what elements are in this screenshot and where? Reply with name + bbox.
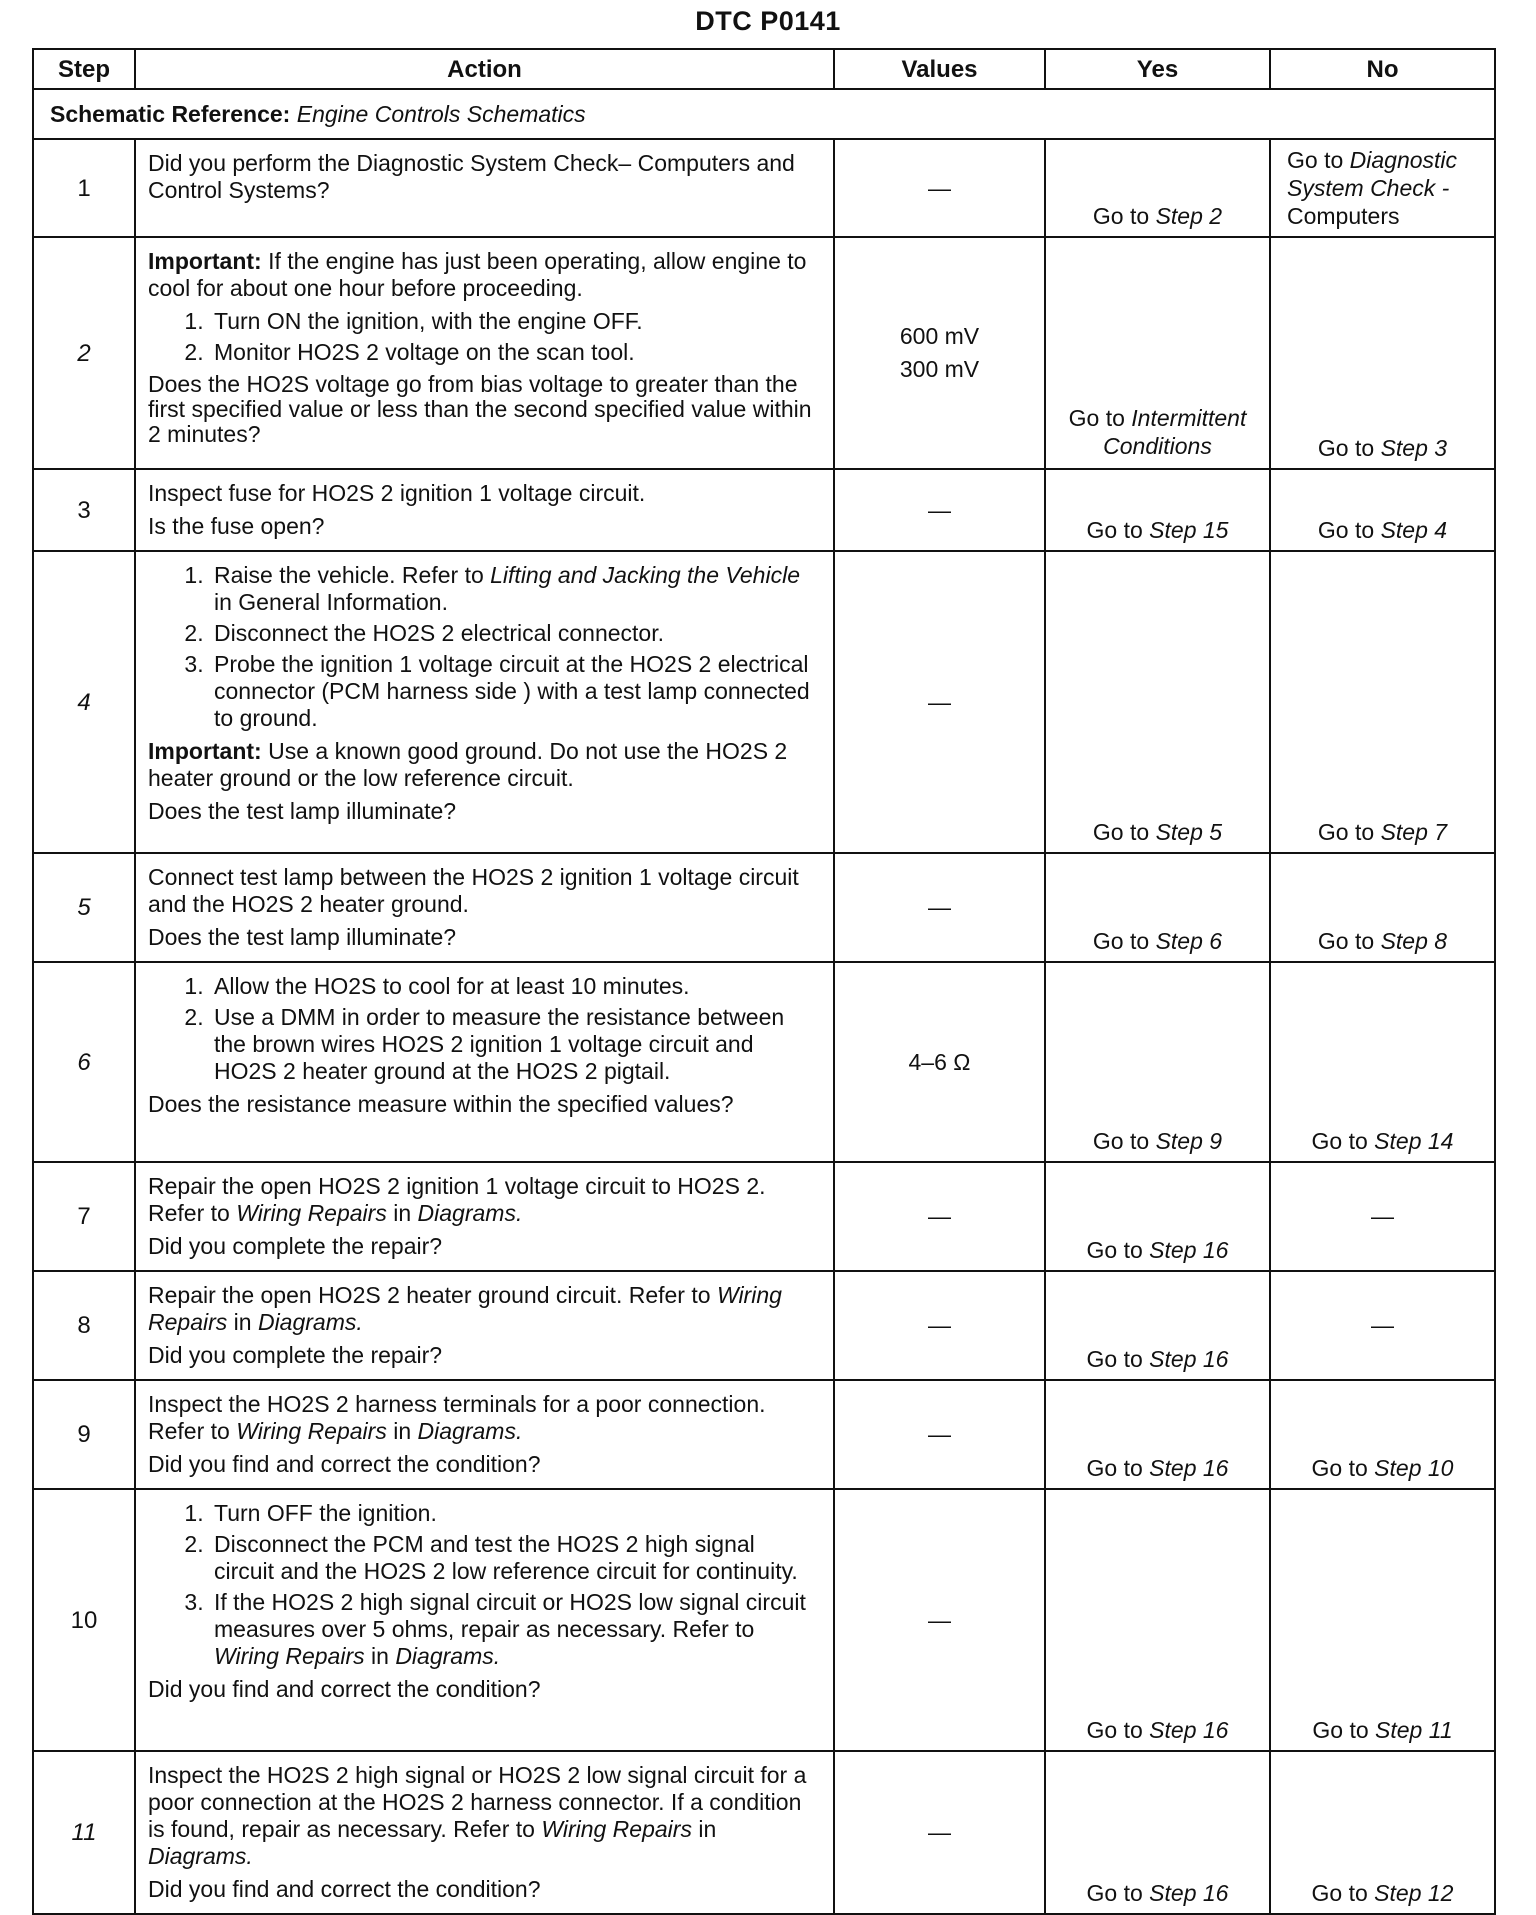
action-text-part: Repair the open HO2S 2 ignition 1 voltage circuit to HO2S 2. Refer to xyxy=(148,1173,766,1226)
values-cell xyxy=(834,1380,1045,1489)
yes-cell xyxy=(1045,1751,1270,1914)
list-item xyxy=(210,562,821,616)
no-dash: — xyxy=(1371,1203,1394,1229)
step-number: 3 xyxy=(33,469,135,551)
values-cell xyxy=(834,237,1045,469)
step-number: 8 xyxy=(33,1271,135,1380)
table-row xyxy=(33,139,1495,237)
values-cell xyxy=(834,139,1045,237)
value-dash: — xyxy=(928,688,951,715)
list-item: 1. Turn ON the ignition, with the engine OFF. xyxy=(210,308,821,335)
action-cell xyxy=(135,1271,834,1380)
page-title: DTC P0141 xyxy=(695,6,841,36)
item-reference: Lifting and Jacking the Vehicle xyxy=(490,562,800,588)
goto-text: Go to xyxy=(1317,819,1375,845)
no-target: Step 10 xyxy=(1374,1455,1454,1481)
no-target-tail: Computers xyxy=(1287,203,1400,229)
no-cell xyxy=(1270,1271,1495,1380)
action-reference: Wiring Repairs xyxy=(236,1200,387,1226)
yes-cell xyxy=(1045,1380,1270,1489)
action-text xyxy=(148,1762,821,1870)
values-cell xyxy=(834,1751,1045,1914)
table-row xyxy=(33,469,1495,551)
yes-target: Step 15 xyxy=(1149,517,1229,543)
value-dash: — xyxy=(928,496,951,523)
value-dash: — xyxy=(928,894,951,920)
goto-text: Go to xyxy=(1311,1128,1368,1154)
goto-text: Go to xyxy=(1092,928,1150,954)
important-note xyxy=(148,738,821,792)
header-action: Action xyxy=(135,49,834,89)
yes-target: Step 16 xyxy=(1149,1237,1229,1263)
table-row xyxy=(33,1751,1495,1914)
no-cell xyxy=(1270,551,1495,853)
header-step: Step xyxy=(33,49,135,89)
action-cell xyxy=(135,139,834,237)
goto-text: Go to xyxy=(1092,1128,1150,1154)
list-item xyxy=(210,1589,821,1670)
dtc-table xyxy=(32,48,1496,1915)
item-reference: Wiring Repairs xyxy=(214,1643,365,1669)
value-dash: — xyxy=(928,1203,951,1229)
value-dash: — xyxy=(928,1421,951,1447)
value-dash: — xyxy=(928,1819,951,1845)
yes-target: Step 16 xyxy=(1149,1717,1229,1743)
no-cell xyxy=(1270,237,1495,469)
action-reference: Wiring Repairs xyxy=(236,1418,387,1444)
value-dash: — xyxy=(928,1606,951,1633)
action-text: Connect test lamp between the HO2S 2 ignition 1 voltage circuit and the HO2S 2 heater ground. xyxy=(148,864,799,917)
yes-cell xyxy=(1045,853,1270,962)
action-text-part: in xyxy=(691,1816,717,1842)
yes-cell xyxy=(1045,469,1270,551)
yes-target: Step 16 xyxy=(1149,1880,1229,1906)
step-number: 5 xyxy=(33,853,135,962)
important-text: If the engine has just been operating, allow engine to cool for about one hour before proceeding. xyxy=(148,248,807,301)
goto-text: Go to xyxy=(1086,1880,1143,1906)
goto-text: Go to xyxy=(1086,1455,1143,1481)
no-cell xyxy=(1270,1489,1495,1751)
step-number: 10 xyxy=(33,1489,135,1751)
action-text: Did you perform the Diagnostic System Check– Computers and Control Systems? xyxy=(148,150,795,203)
action-cell xyxy=(135,1489,834,1751)
schematic-label: Schematic Reference: xyxy=(50,100,291,127)
action-cell xyxy=(135,853,834,962)
important-label: Important: xyxy=(148,738,262,764)
action-reference: Diagrams. xyxy=(257,1309,363,1335)
goto-text: Go to xyxy=(1068,405,1125,431)
no-target: Step 7 xyxy=(1380,819,1448,845)
no-dash: — xyxy=(1371,1312,1394,1338)
action-question: Does the HO2S voltage go from bias voltage to greater than the first specified value or less than the second specified value within 2 minutes? xyxy=(148,371,812,447)
yes-target: Step 16 xyxy=(1149,1346,1229,1372)
item-reference: Diagrams. xyxy=(395,1643,501,1669)
step-number: 4 xyxy=(33,551,135,853)
header-yes: Yes xyxy=(1045,49,1270,89)
list-item: 2. Use a DMM in order to measure the resistance between the brown wires HO2S 2 ignition 1 voltage circuit and HO2S 2 heater ground at the HO2S 2 pigtail. xyxy=(210,1004,821,1085)
no-cell xyxy=(1270,139,1495,237)
goto-text: Go to xyxy=(1317,928,1375,954)
no-cell xyxy=(1270,1162,1495,1271)
yes-target: Step 5 xyxy=(1155,819,1223,845)
goto-text: Go to xyxy=(1317,435,1375,461)
action-cell xyxy=(135,1380,834,1489)
action-cell xyxy=(135,1162,834,1271)
table-row xyxy=(33,237,1495,469)
list-item: 1. Turn OFF the ignition. xyxy=(210,1500,821,1527)
no-cell xyxy=(1270,1751,1495,1914)
yes-target: Intermittent Conditions xyxy=(1103,405,1247,459)
action-text-part: in xyxy=(227,1309,258,1335)
action-text-part: in xyxy=(386,1200,418,1226)
table-row xyxy=(33,1271,1495,1380)
schematic-reference xyxy=(33,89,1495,139)
action-reference: Diagrams. xyxy=(417,1418,523,1444)
goto-text: Go to xyxy=(1312,1717,1369,1743)
values-cell xyxy=(834,469,1045,551)
goto-text: Go to xyxy=(1317,517,1375,543)
step-number: 9 xyxy=(33,1380,135,1489)
goto-text: Go to xyxy=(1086,1717,1143,1743)
item-text: Raise the vehicle. Refer to xyxy=(214,562,491,588)
no-cell xyxy=(1270,1380,1495,1489)
no-cell xyxy=(1270,469,1495,551)
action-question: Does the resistance measure within the specified values? xyxy=(148,1091,734,1117)
action-text xyxy=(148,1391,821,1445)
values-cell xyxy=(834,962,1045,1162)
step-number: 11 xyxy=(33,1751,135,1914)
item-text: in xyxy=(364,1643,396,1669)
action-cell xyxy=(135,962,834,1162)
action-question: Did you complete the repair? xyxy=(148,1233,443,1259)
yes-target: Step 6 xyxy=(1155,928,1223,954)
action-cell xyxy=(135,237,834,469)
table-row xyxy=(33,962,1495,1162)
yes-cell xyxy=(1045,139,1270,237)
action-text xyxy=(148,1282,821,1336)
goto-text: Go to xyxy=(1092,819,1150,845)
action-question: Does the test lamp illuminate? xyxy=(148,924,457,950)
action-question: Did you find and correct the condition? xyxy=(148,1676,541,1702)
table-row xyxy=(33,1380,1495,1489)
yes-cell xyxy=(1045,1162,1270,1271)
table-row xyxy=(33,1162,1495,1271)
action-text-part: in xyxy=(386,1418,418,1444)
goto-text: Go to xyxy=(1086,1346,1143,1372)
no-target: Step 3 xyxy=(1380,435,1448,461)
values-cell xyxy=(834,853,1045,962)
item-text: in General Information. xyxy=(214,589,448,615)
action-list xyxy=(148,1500,821,1670)
value-high: 600 mV xyxy=(899,323,980,349)
goto-text: Go to xyxy=(1311,1455,1368,1481)
action-text: Inspect fuse for HO2S 2 ignition 1 voltage circuit. xyxy=(148,480,646,506)
yes-cell xyxy=(1045,1271,1270,1380)
action-question: Did you find and correct the condition? xyxy=(148,1876,541,1902)
values-cell xyxy=(834,1162,1045,1271)
goto-text: Go to xyxy=(1086,1237,1143,1263)
goto-text: Go to xyxy=(1311,1880,1368,1906)
header-row xyxy=(33,49,1495,89)
action-list xyxy=(148,562,821,732)
values-cell xyxy=(834,1489,1045,1751)
action-list xyxy=(148,973,821,1085)
step-number: 7 xyxy=(33,1162,135,1271)
no-cell xyxy=(1270,853,1495,962)
yes-cell xyxy=(1045,551,1270,853)
goto-text: Go to xyxy=(1287,147,1344,173)
values-cell xyxy=(834,1271,1045,1380)
no-target: Step 11 xyxy=(1375,1717,1453,1743)
no-target: Step 8 xyxy=(1380,928,1448,954)
action-question: Does the test lamp illuminate? xyxy=(148,798,457,824)
goto-text: Go to xyxy=(1086,517,1143,543)
yes-target: Step 2 xyxy=(1155,203,1223,229)
no-cell xyxy=(1270,962,1495,1162)
action-question: Did you complete the repair? xyxy=(148,1342,443,1368)
schematic-value: Engine Controls Schematics xyxy=(296,100,586,127)
action-text-part: Inspect the HO2S 2 high signal or HO2S 2 low signal circuit for a poor connection at the HO2S 2 harness connector. If a condition is found, repair as necessary. Refer to xyxy=(148,1762,807,1842)
header-values: Values xyxy=(834,49,1045,89)
value-low: 300 mV xyxy=(899,356,980,382)
yes-cell xyxy=(1045,1489,1270,1751)
table-row xyxy=(33,551,1495,853)
yes-target: Step 16 xyxy=(1149,1455,1229,1481)
important-text: Use a known good ground. Do not use the HO2S 2 heater ground or the low reference circuit. xyxy=(148,738,788,791)
no-target: Step 12 xyxy=(1374,1880,1454,1906)
step-number: 6 xyxy=(33,962,135,1162)
important-label: Important: xyxy=(148,248,262,274)
action-cell xyxy=(135,1751,834,1914)
no-target: Step 4 xyxy=(1380,517,1448,543)
list-item: 2. Disconnect the PCM and test the HO2S 2 high signal circuit and the HO2S 2 low reference circuit for continuity. xyxy=(210,1531,821,1585)
value-dash: — xyxy=(928,174,951,201)
action-reference: Wiring Repairs xyxy=(541,1816,692,1842)
schematic-reference-row xyxy=(33,89,1495,139)
action-list xyxy=(148,308,821,366)
yes-cell xyxy=(1045,237,1270,469)
yes-cell xyxy=(1045,962,1270,1162)
action-text xyxy=(148,1173,821,1227)
header-no: No xyxy=(1270,49,1495,89)
value-dash: — xyxy=(928,1312,951,1338)
table-row xyxy=(33,1489,1495,1751)
action-question: Is the fuse open? xyxy=(148,513,325,539)
action-reference: Diagrams. xyxy=(417,1200,523,1226)
list-item: 2. Monitor HO2S 2 voltage on the scan tool. xyxy=(210,339,821,366)
action-text-part: Inspect the HO2S 2 harness terminals for a poor connection. Refer to xyxy=(148,1391,766,1444)
list-item: 1. Allow the HO2S to cool for at least 10 minutes. xyxy=(210,973,821,1000)
step-number: 2 xyxy=(33,237,135,469)
no-target: Diagnostic System Check - xyxy=(1287,147,1458,201)
action-reference: Wiring Repairs xyxy=(148,1282,782,1335)
action-text-part: Repair the open HO2S 2 heater ground circuit. Refer to xyxy=(148,1282,717,1308)
goto-text: Go to xyxy=(1092,203,1150,229)
action-question: Did you find and correct the condition? xyxy=(148,1451,541,1477)
important-note xyxy=(148,248,821,302)
step-number: 1 xyxy=(33,139,135,237)
action-reference: Diagrams. xyxy=(148,1843,253,1869)
table-row xyxy=(33,853,1495,962)
yes-target: Step 9 xyxy=(1155,1128,1223,1154)
action-cell xyxy=(135,469,834,551)
action-cell xyxy=(135,551,834,853)
item-text: If the HO2S 2 high signal circuit or HO2S low signal circuit measures over 5 ohms, repair as necessary. Refer to xyxy=(214,1589,806,1642)
list-item: 3. Probe the ignition 1 voltage circuit at the HO2S 2 electrical connector (PCM harness side ) with a test lamp connected to ground. xyxy=(210,651,821,732)
values-cell xyxy=(834,551,1045,853)
no-target: Step 14 xyxy=(1374,1128,1454,1154)
list-item: 2. Disconnect the HO2S 2 electrical connector. xyxy=(210,620,821,647)
resistance-value: 4–6 Ω xyxy=(908,1048,971,1075)
